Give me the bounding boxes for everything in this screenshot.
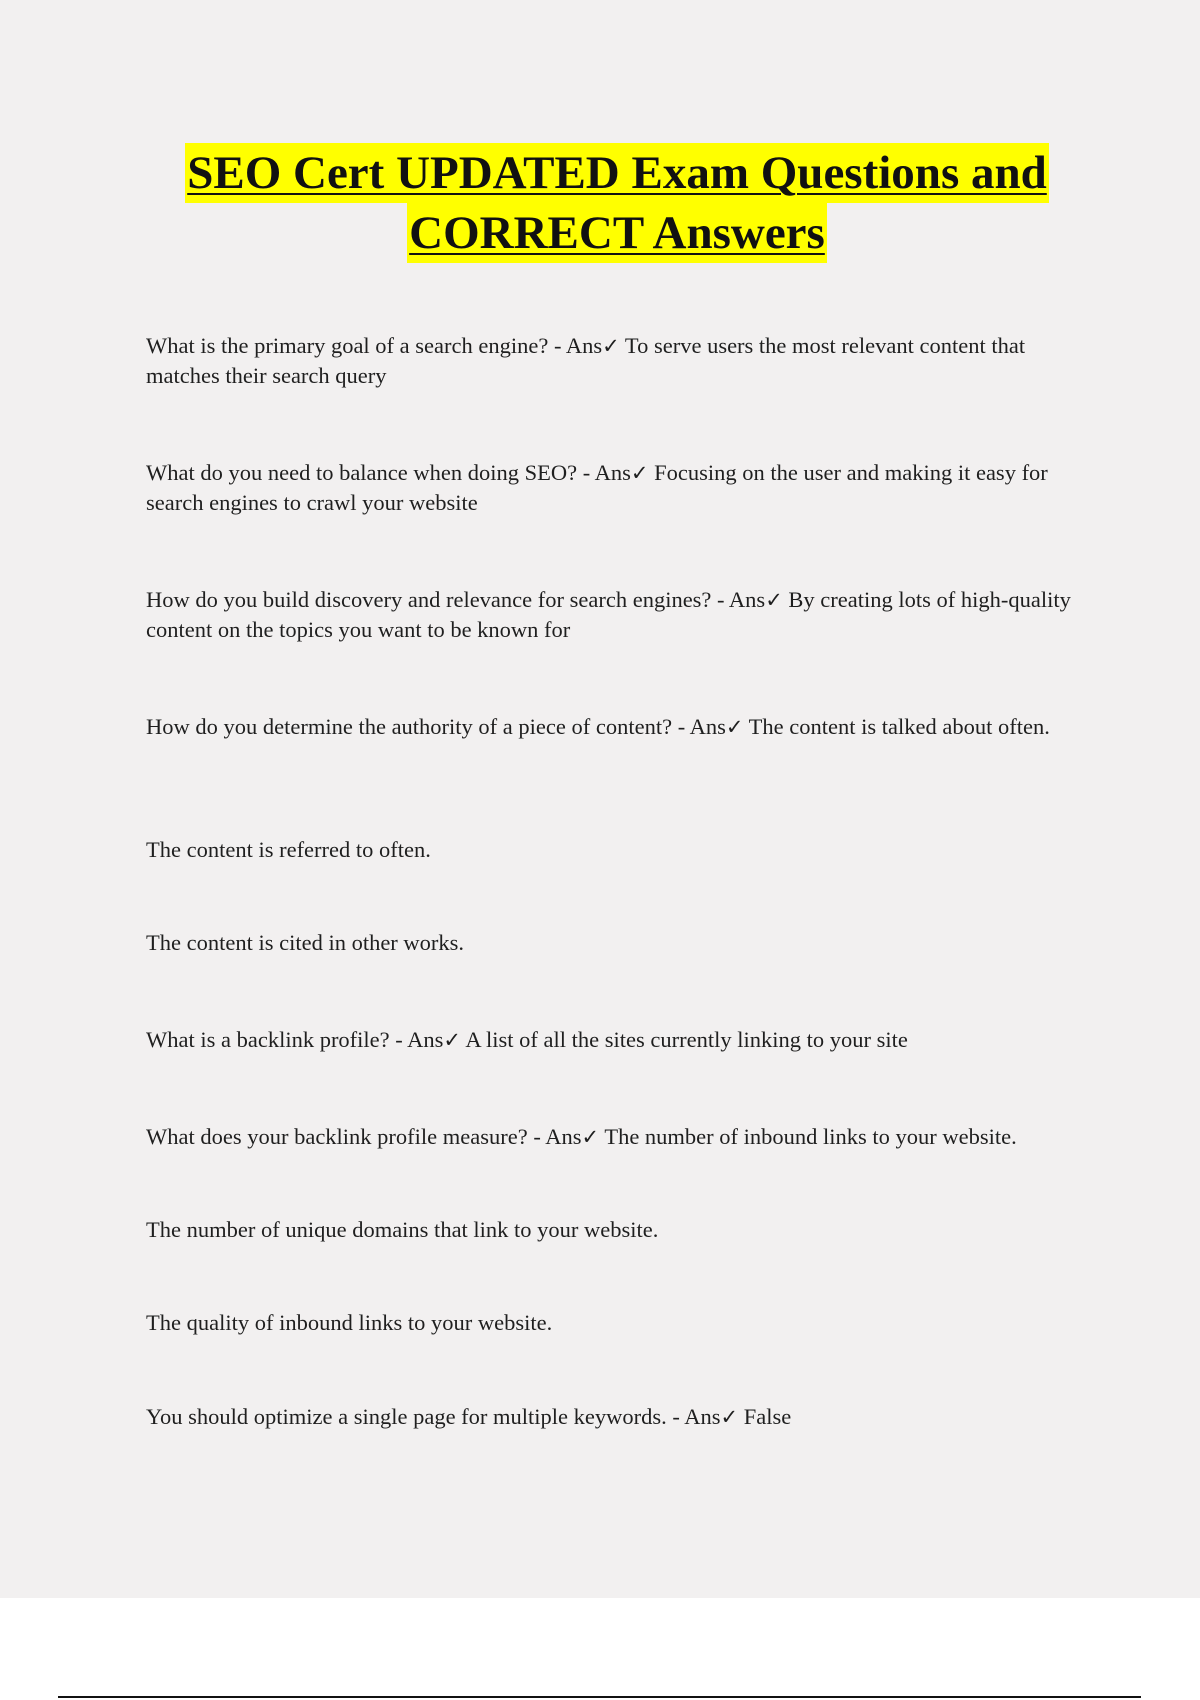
answer-text: The content is talked about often. bbox=[743, 714, 1050, 739]
answer-continuation bbox=[146, 928, 1086, 958]
answer-text: The content is cited in other works. bbox=[146, 930, 465, 955]
question-text: What does your backlink profile measure? - Ans bbox=[146, 1124, 582, 1149]
check-icon: ✓ bbox=[725, 715, 744, 739]
check-icon: ✓ bbox=[602, 334, 620, 358]
qa-entry-backlink-profile bbox=[146, 1025, 1086, 1055]
qa-entry-primary-goal bbox=[146, 331, 1086, 391]
answer-text: A list of all the sites currently linking to your site bbox=[461, 1027, 908, 1052]
answer-text: Focusing on the user and making it easy for search engines to crawl your website bbox=[146, 460, 1048, 515]
answer-continuation bbox=[146, 835, 1086, 865]
answer-text: The content is referred to often. bbox=[146, 837, 431, 862]
qa-entry-content-authority bbox=[146, 712, 1086, 742]
check-icon: ✓ bbox=[765, 588, 783, 612]
qa-entry-multiple-keywords bbox=[146, 1402, 1086, 1432]
check-icon: ✓ bbox=[443, 1028, 462, 1052]
footer-divider bbox=[58, 1696, 1141, 1698]
check-icon: ✓ bbox=[630, 461, 649, 485]
qa-entry-balance-seo bbox=[146, 458, 1086, 518]
answer-text: To serve users the most relevant content that matches their search query bbox=[146, 333, 1026, 388]
answer-text: The number of unique domains that link to your website. bbox=[146, 1217, 659, 1242]
qa-entry-discovery-relevance bbox=[146, 585, 1086, 645]
question-text: What is a backlink profile? - Ans bbox=[146, 1027, 444, 1052]
qa-entry-backlink-measure bbox=[146, 1122, 1086, 1152]
question-text: How do you build discovery and relevance for search engines? - Ans bbox=[146, 587, 766, 612]
question-text: What do you need to balance when doing SEO? - Ans bbox=[146, 460, 631, 485]
answer-text: By creating lots of high-quality content on the topics you want to be known for bbox=[146, 587, 1071, 642]
answer-continuation bbox=[146, 1215, 1086, 1245]
question-text: How do you determine the authority of a piece of content? - Ans bbox=[146, 714, 726, 739]
page-title bbox=[0, 143, 1200, 263]
title-line-2: CORRECT Answers bbox=[407, 203, 827, 263]
title-line-1: SEO Cert UPDATED Exam Questions and bbox=[185, 143, 1049, 203]
answer-text: The quality of inbound links to your website. bbox=[146, 1310, 553, 1335]
check-icon: ✓ bbox=[581, 1125, 600, 1149]
question-text: You should optimize a single page for multiple keywords. - Ans bbox=[146, 1404, 721, 1429]
answer-text: The number of inbound links to your website. bbox=[599, 1124, 1017, 1149]
question-text: What is the primary goal of a search engine? - Ans bbox=[146, 333, 603, 358]
check-icon: ✓ bbox=[720, 1405, 739, 1429]
answer-text: False bbox=[738, 1404, 792, 1429]
answer-continuation bbox=[146, 1308, 1086, 1338]
